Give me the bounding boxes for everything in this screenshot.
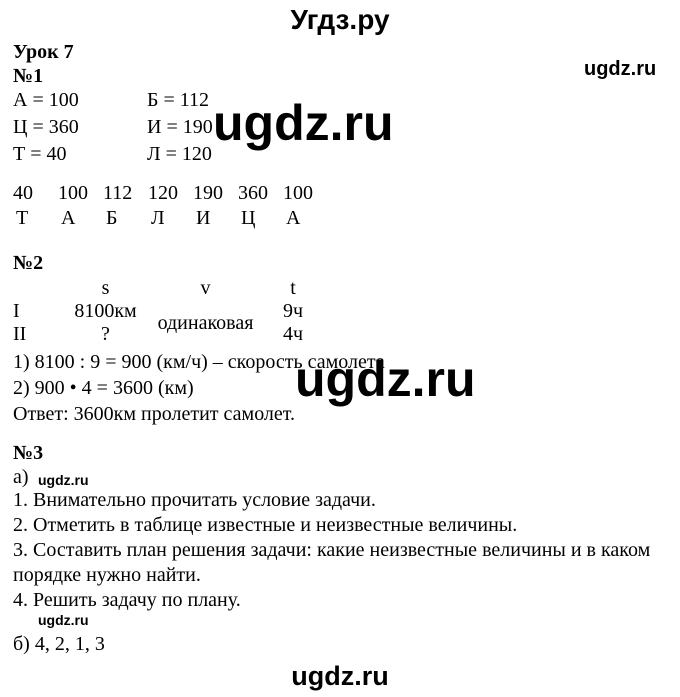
speed-table <box>13 277 323 346</box>
table-cell-s2: ? <box>101 323 110 345</box>
cipher-letters-row <box>13 206 328 230</box>
letter-value: Ц = 360 <box>13 116 79 138</box>
watermark-large-task2: ugdz.ru <box>295 351 476 407</box>
step-item: 2. Отметить в таблице известные и неизвестные величины. <box>13 514 518 536</box>
letter-value: Т = 40 <box>13 143 67 165</box>
letter-value: И = 190 <box>147 116 213 138</box>
task1-letter-values <box>13 87 213 168</box>
table-corner-cell <box>13 277 63 300</box>
table-cell-s1: 8100км <box>74 300 137 322</box>
step-item: 3. Составить план решения задачи: какие неизвестные величины и в каком порядке нужно найти. <box>13 539 651 586</box>
cipher-number: 360 <box>238 182 268 204</box>
table-row-label: I <box>13 300 20 322</box>
cipher-number: 100 <box>58 182 88 204</box>
letter-value: А = 100 <box>13 89 79 111</box>
cipher-number: 100 <box>283 182 313 204</box>
cipher-letter: Т <box>16 207 29 229</box>
cipher-numbers-row <box>13 181 328 205</box>
table-cell-t1: 9ч <box>282 300 304 322</box>
watermark-large-task1: ugdz.ru <box>213 95 394 151</box>
letter-value: Л = 120 <box>147 143 212 165</box>
table-row-label: II <box>13 323 27 345</box>
cipher-number: 120 <box>148 182 178 204</box>
table-cell-v-shared: одинаковая <box>157 311 254 334</box>
part-b-answer: б) 4, 2, 1, 3 <box>13 633 105 655</box>
letter-value: Б = 112 <box>147 89 210 111</box>
table-header-s: s <box>101 277 110 299</box>
cipher-number: 40 <box>13 182 33 204</box>
task3-number: №3 <box>13 442 44 464</box>
table-header-t: t <box>290 277 296 299</box>
cipher-letter: Л <box>151 207 165 229</box>
cipher-letter: А <box>61 207 76 229</box>
solution-line: 1) 8100 : 9 = 900 (км/ч) – скорость самолета <box>13 351 385 373</box>
watermark-small-a: ugdz.ru <box>38 472 89 488</box>
task2-number: №2 <box>13 252 44 274</box>
answer-line: Ответ: 3600км пролетит самолет. <box>13 403 296 425</box>
cipher-number: 112 <box>103 182 133 204</box>
task3-steps <box>13 488 675 613</box>
watermark-bottom: ugdz.ru <box>291 661 389 691</box>
table-cell-t2: 4ч <box>282 323 304 345</box>
solution-line: 2) 900 • 4 = 3600 (км) <box>13 377 194 399</box>
task1-number: №1 <box>13 65 44 87</box>
cipher-letter: А <box>286 207 301 229</box>
lesson-heading: Урок 7 <box>13 41 74 63</box>
step-item: 1. Внимательно прочитать условие задачи. <box>13 489 376 511</box>
step-item: 4. Решить задачу по плану. <box>13 589 241 611</box>
part-a-label: а) <box>13 466 29 488</box>
watermark-small-b: ugdz.ru <box>38 612 89 628</box>
page-title: Угдз.ру <box>290 4 390 35</box>
watermark-top-right: ugdz.ru <box>584 58 657 80</box>
cipher-letter: Б <box>106 207 118 229</box>
cipher-letter: Ц <box>241 207 256 229</box>
cipher-number: 190 <box>193 182 223 204</box>
cipher-letter: И <box>196 207 211 229</box>
table-header-v: v <box>200 277 211 299</box>
